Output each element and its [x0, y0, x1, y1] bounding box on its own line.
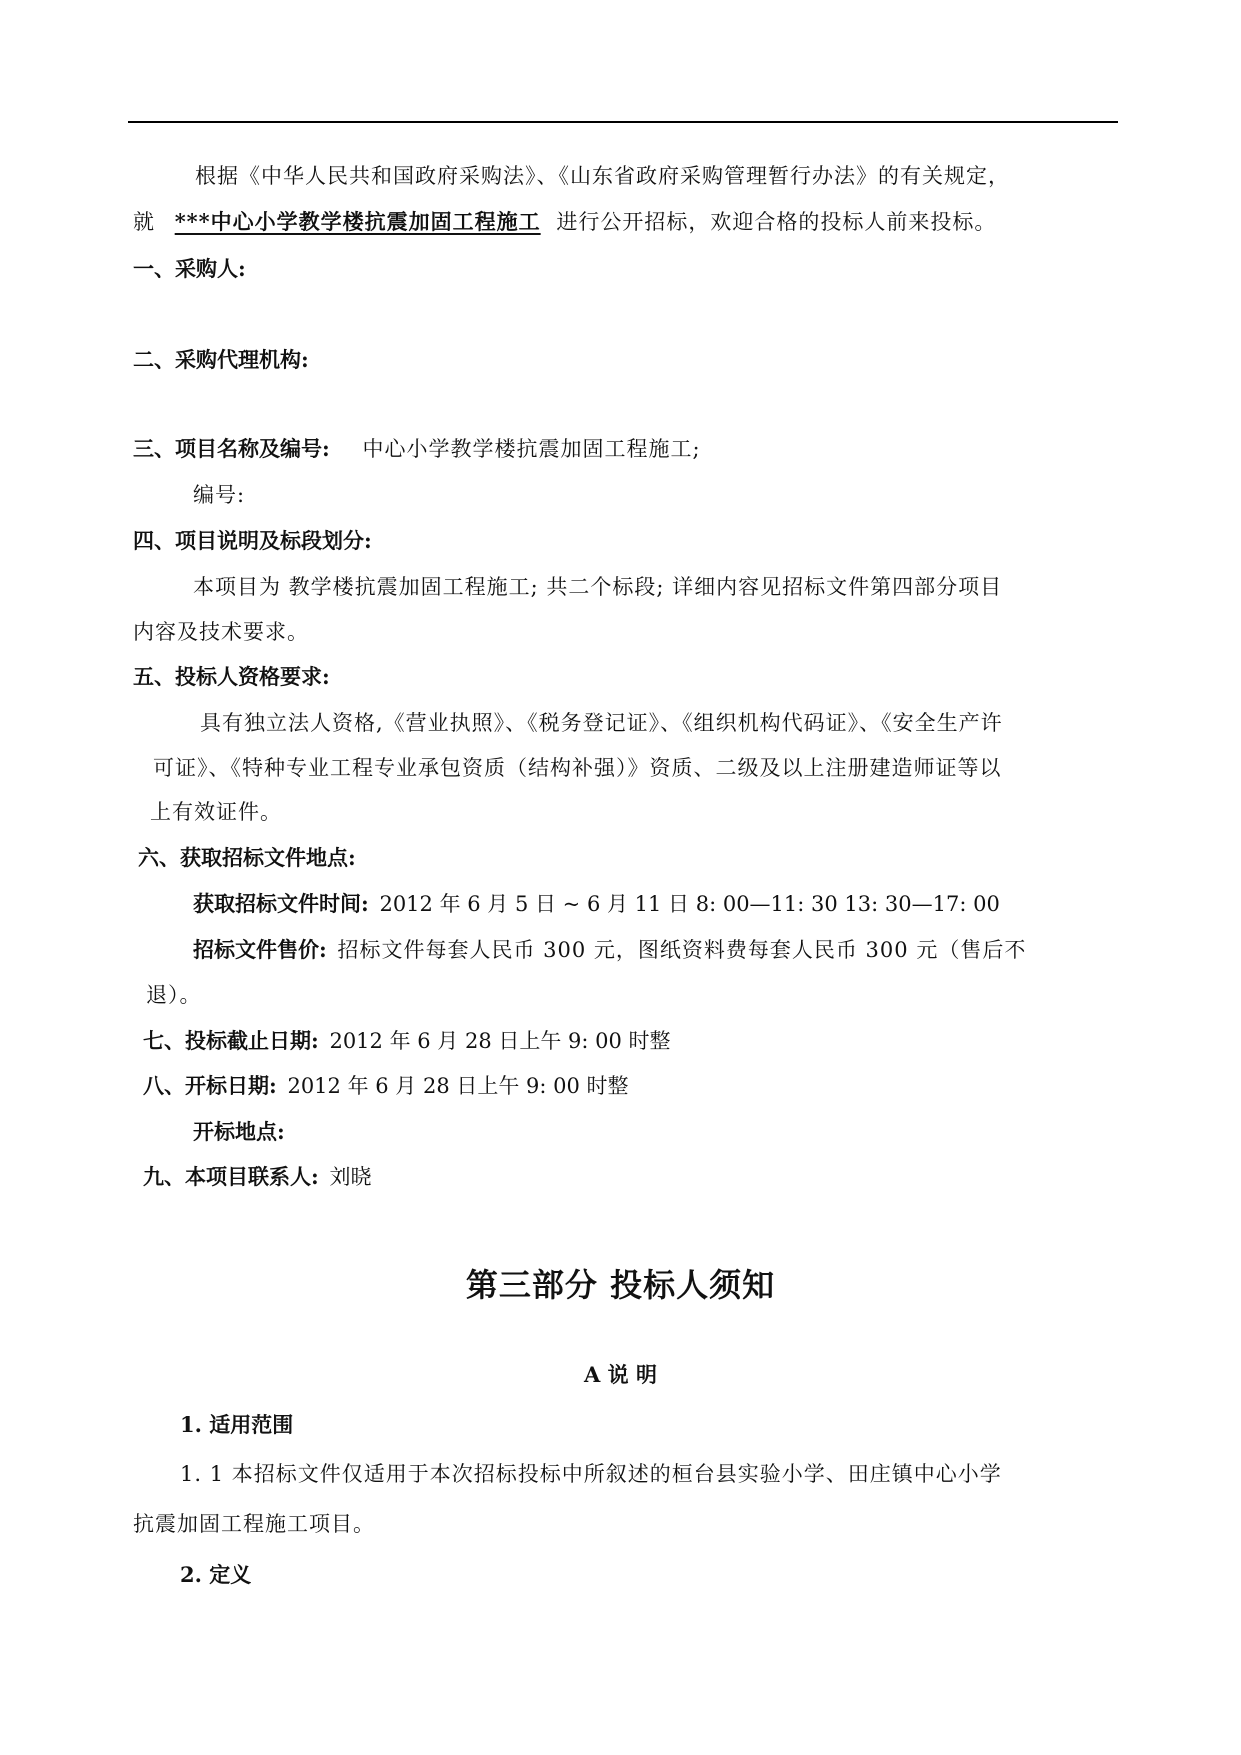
section-3-line [133, 434, 701, 464]
section-8-value: 2012 年 6 月 28 日上午 9: 00 时整 [287, 1074, 629, 1098]
item-1-line-1: 1. 1 本招标文件仅适用于本次招标投标中所叙述的桓台县实验小学、田庄镇中心小学 [180, 1462, 1002, 1486]
header-rule [128, 121, 1118, 123]
section-6-heading: 六、获取招标文件地点: [138, 845, 356, 870]
section-7-heading: 七、投标截止日期: [143, 1028, 319, 1053]
part3-title: 第三部分 投标人须知 [465, 1266, 776, 1304]
item-2-heading: 2. 定义 [180, 1562, 252, 1587]
section-8-place-label: 开标地点: [193, 1119, 285, 1144]
item-1-line-2: 抗震加固工程施工项目。 [133, 1512, 375, 1536]
intro-prefix: 就 [133, 210, 155, 234]
section-8-heading: 八、开标日期: [143, 1073, 277, 1098]
section-3-heading: 三、项目名称及编号: [133, 436, 330, 461]
section-9-line [143, 1162, 371, 1192]
part3-subtitle: A 说 明 [584, 1362, 657, 1387]
section-6-price-line [193, 935, 1026, 965]
section-6-price-label: 招标文件售价: [193, 937, 327, 962]
section-6-time-value: 2012 年 6 月 5 日 ~ 6 月 11 日 8: 00—11: 30 13: 30—17: 00 [379, 892, 1000, 916]
section-8-line [143, 1071, 629, 1101]
intro-line-2 [133, 207, 996, 237]
section-6-price-tail: 退）。 [146, 983, 202, 1007]
section-3-value: 中心小学教学楼抗震加固工程施工; [362, 437, 701, 461]
intro-line-1: 根据《中华人民共和国政府采购法》、《山东省政府采购管理暂行办法》的有关规定， [195, 164, 1010, 188]
section-5-heading: 五、投标人资格要求: [133, 664, 330, 689]
section-1-heading: 一、采购人: [133, 256, 246, 281]
section-2-heading: 二、采购代理机构: [133, 347, 309, 372]
section-4-line-1: 本项目为 教学楼抗震加固工程施工; 共二个标段; 详细内容见招标文件第四部分项目 [193, 575, 1003, 599]
section-4-heading: 四、项目说明及标段划分: [133, 528, 372, 553]
section-6-price-value: 招标文件每套人民币 300 元，图纸资料费每套人民币 300 元（售后不 [337, 938, 1027, 962]
section-6-time-line [193, 889, 1000, 919]
section-5-line-1: 具有独立法人资格,《营业执照》、《税务登记证》、《组织机构代码证》、《安全生产许 [200, 711, 1003, 735]
section-6-time-label: 获取招标文件时间: [193, 891, 369, 916]
item-1-heading: 1. 适用范围 [180, 1412, 294, 1437]
section-5-line-3: 上有效证件。 [150, 800, 282, 824]
section-9-value: 刘晓 [329, 1165, 372, 1189]
section-3-number: 编号: [193, 483, 246, 507]
section-5-line-2: 可证》、《特种专业工程专业承包资质（结构补强）》资质、二级及以上注册建造师证等以 [153, 756, 1002, 780]
section-9-heading: 九、本项目联系人: [143, 1164, 319, 1189]
section-4-line-2: 内容及技术要求。 [133, 620, 309, 644]
project-name-underlined: ***中心小学教学楼抗震加固工程施工 [174, 209, 541, 234]
section-7-value: 2012 年 6 月 28 日上午 9: 00 时整 [329, 1029, 671, 1053]
intro-suffix: 进行公开招标，欢迎合格的投标人前来投标。 [556, 210, 997, 234]
section-7-line [143, 1026, 671, 1056]
